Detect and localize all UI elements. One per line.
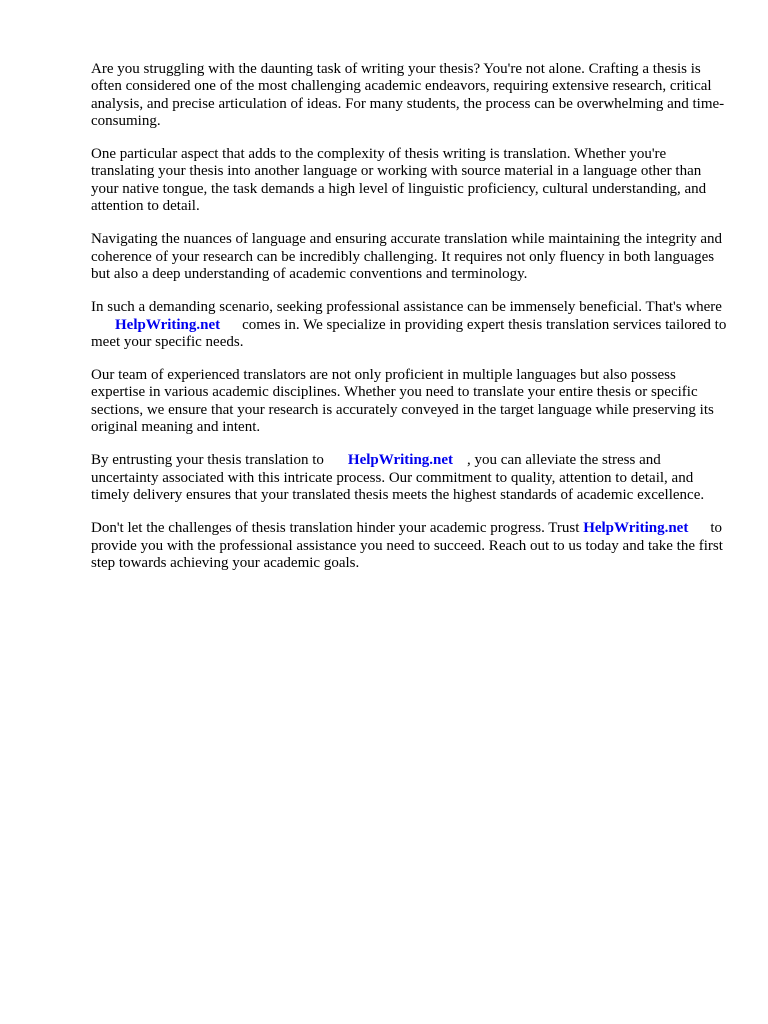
paragraph-closing — [91, 520, 731, 572]
document-body — [91, 61, 731, 588]
paragraph-text: In such a demanding scenario, seeking professional assistance can be immensely beneficial. That's where — [91, 299, 722, 316]
paragraph-text: , you can alleviate the stress and uncertainty associated with this intricate process. Our commitment to quality, attention to detail, and timely delivery ensures that your translated thesis meets the highest standards of academic excellence. — [91, 452, 705, 503]
paragraph-entrusting — [91, 452, 731, 504]
helpwriting-link[interactable]: HelpWriting.net — [115, 316, 221, 333]
paragraph-translation-complexity: One particular aspect that adds to the complexity of thesis writing is translation. Whether you're translating your thesis into another language or working with source material in a language other than your native tongue, the task demands a high level of linguistic proficiency, cultural understanding, and attention to detail. — [91, 146, 707, 215]
paragraph-intro: Are you struggling with the daunting task of writing your thesis? You're not alone. Crafting a thesis is often considered one of the most challenging academic endeavors, requiring extensive research, critical analysis, and precise articulation of ideas. For many students, the process can be overwhelming and time-consuming. — [91, 61, 725, 129]
paragraph-text: Don't let the challenges of thesis translation hinder your academic progress. Trust — [91, 520, 580, 537]
paragraph-text: to provide you with the professional assistance you need to succeed. Reach out to us today and take the first step towards achieving your academic goals. — [91, 520, 723, 571]
helpwriting-link[interactable]: HelpWriting.net — [583, 520, 689, 537]
paragraph-text: By entrusting your thesis translation to — [91, 452, 324, 469]
paragraph-professional-assistance — [91, 299, 731, 351]
paragraph-text: comes in. We specialize in providing expert thesis translation services tailored to meet your specific needs. — [91, 316, 727, 350]
helpwriting-link[interactable]: HelpWriting.net — [347, 452, 454, 469]
paragraph-team: Our team of experienced translators are not only proficient in multiple languages but also possess expertise in various academic disciplines. Whether you need to translate your entire thesis or specific sections, we ensure that your research is accurately conveyed in the target language while preserving its original meaning and intent. — [91, 367, 714, 436]
paragraph-nuances: Navigating the nuances of language and ensuring accurate translation while maintaining the integrity and coherence of your research can be incredibly challenging. It requires not only fluency in both languages but also a deep understanding of academic conventions and terminology. — [91, 231, 723, 282]
